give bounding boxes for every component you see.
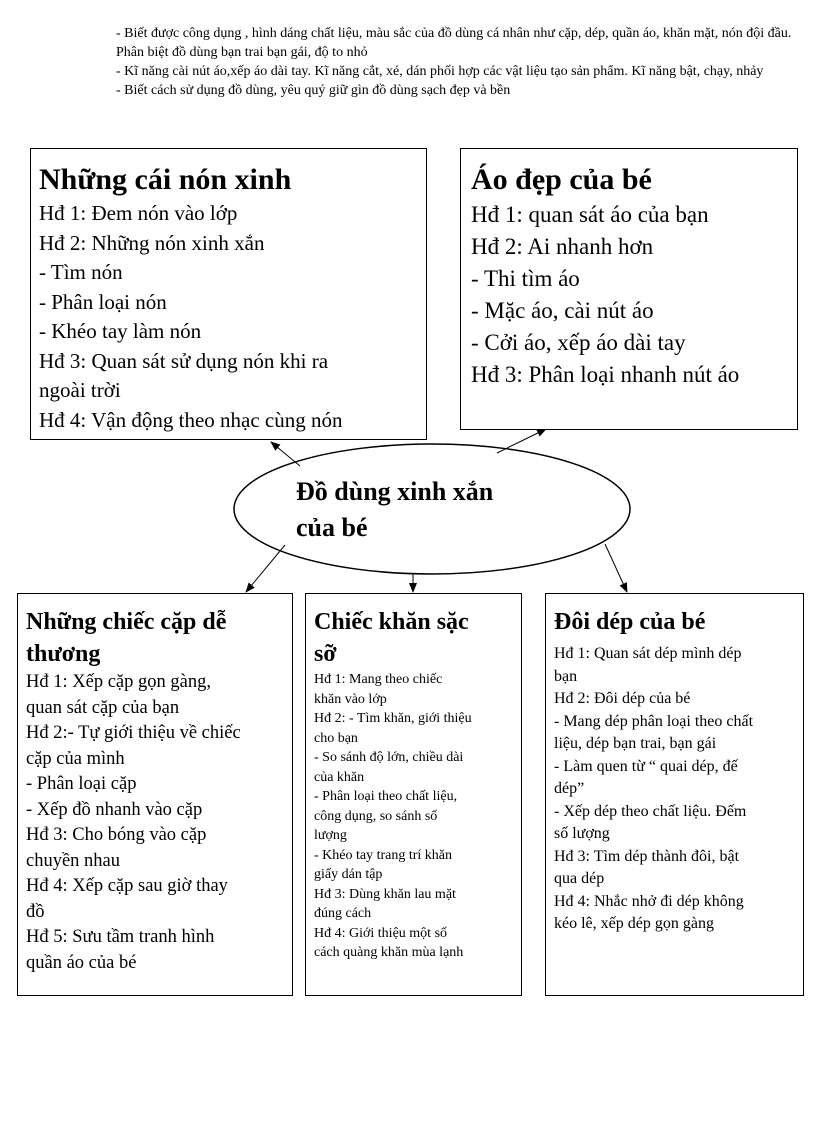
activity-line: - Thi tìm áo [471,266,580,291]
activity-line: - Mặc áo, cài nút áo [471,298,654,323]
activity-line: - Khéo tay làm nón [39,319,202,343]
activity-line: - Phân loại nón [39,289,167,314]
activity-line: Hđ 3: Dùng khăn lau mặt [314,886,456,902]
objective-line: - Biết được công dụng , hình dáng chất liệu, màu sắc của đồ dùng cá nhân như cặp, dép, quần áo, khăn mặt, nón đội đầu. Phân biệt đồ dùng bạn trai bạn gái, độ to nhỏ [116,26,792,60]
bags-box [17,593,293,996]
activity-line: liệu, dép bạn trai, bạn gái [554,735,717,752]
activity-line: chuyền nhau [26,850,121,871]
activity-line: Hđ 3: Cho bóng vào cặp [26,825,207,845]
activity-line: cho bạn [314,730,358,746]
activity-line: khăn vào lớp [314,691,387,707]
activity-line: - Khéo tay trang trí khăn [314,847,453,863]
activity-line: công dụng, so sánh số [314,808,438,824]
activity-line: Hđ 1: Đem nón vào lớp [39,201,238,225]
activity-line: Hđ 3: Phân loại nhanh nút áo [471,362,740,387]
activity-line: kéo lê, xếp dép gọn gàng [554,915,714,932]
activity-line: cách quàng khăn mùa lạnh [314,945,464,960]
activity-line: Hđ 3: Quan sát sử dụng nón khi ra [39,348,329,373]
activity-line: lượng [314,828,347,843]
scarf-box [305,593,522,996]
objective-line: - Kĩ năng cài nút áo,xếp áo dài tay. Kĩ năng cắt, xé, dán phối hợp các vật liệu tạo sản phẩm. Kĩ năng bật, chạy, nhảy [116,64,764,79]
bags-title: thương [26,641,101,667]
scarf-title: sỡ [314,641,337,667]
activity-line: Hđ 1: Xếp cặp gọn gàng, [26,672,211,692]
arrow-to-sandals [605,544,627,592]
sandals-box [545,593,804,996]
activity-line: Hđ 2: Những nón xinh xắn [39,230,265,255]
activity-line: - Mang dép phân loại theo chất [554,712,754,730]
center-topic-line: Đồ dùng xinh xắn [296,477,494,506]
activity-line: ngoài trời [39,378,121,402]
hats-title: Những cái nón xinh [39,163,292,196]
activity-line: bạn [554,667,578,685]
activity-line: - Cởi áo, xếp áo dài tay [471,330,686,355]
activity-line: đồ [26,901,45,922]
activity-line: Hđ 4: Vận động theo nhạc cùng nón [39,407,343,432]
activity-line: Hđ 4: Giới thiệu một số [314,925,448,941]
activity-line: Hđ 2: - Tìm khăn, giới thiệu [314,711,472,726]
activity-line: của khăn [314,769,365,785]
sandals-title: Đôi dép của bé [554,609,706,635]
activity-line: - Xếp dép theo chất liệu. Đếm [554,802,747,820]
activity-line: Hđ 2:- Tự giới thiệu về chiếc [26,723,241,743]
arrow-to-hats [271,442,300,466]
activity-line: số lượng [554,825,610,842]
activity-line: - So sánh độ lớn, chiều dài [314,750,464,765]
bags-title: Những chiếc cặp dễ [26,609,227,635]
activity-line: Hđ 3: Tìm dép thành đôi, bật [554,847,740,865]
activity-line: cặp của mình [26,748,125,769]
activity-line: quần áo của bé [26,952,137,973]
shirts-title: Áo đẹp của bé [471,163,652,196]
activity-line: Hđ 1: Mang theo chiếc [314,672,443,687]
activity-line: Hđ 4: Xếp cặp sau giờ thay [26,876,228,896]
center-topic [296,474,576,546]
activity-line: - Làm quen từ “ quai dép, đế [554,757,738,775]
activity-line: dép” [554,780,585,797]
activity-line: - Phân loại cặp [26,774,137,794]
activity-line: Hđ 5: Sưu tầm tranh hình [26,927,215,947]
arrow-to-bags [246,545,285,592]
scarf-title: Chiếc khăn sặc [314,609,469,635]
activity-line: Hđ 4: Nhắc nhở đi dép không [554,892,744,910]
activity-line: qua dép [554,870,605,887]
activity-line: - Xếp đồ nhanh vào cặp [26,799,203,820]
objective-line: - Biết cách sử dụng đồ dùng, yêu quý giữ gìn đồ dùng sạch đẹp và bền [116,83,511,98]
shirts-box [460,148,798,430]
activity-line: - Phân loại theo chất liệu, [314,789,458,804]
activity-line: Hđ 2: Đôi dép của bé [554,690,691,707]
activity-line: Hđ 2: Ai nhanh hơn [471,234,654,259]
center-topic-line: của bé [296,513,368,542]
activity-line: - Tìm nón [39,260,123,284]
arrow-to-shirts [497,429,546,453]
hats-box [30,148,427,440]
activity-line: Hđ 1: quan sát áo của bạn [471,202,709,227]
activity-line: giấy dán tập [314,867,383,882]
activity-line: đúng cách [314,906,372,921]
activity-line: Hđ 1: Quan sát dép mình dép [554,645,742,662]
activity-line: quan sát cặp của bạn [26,697,180,718]
